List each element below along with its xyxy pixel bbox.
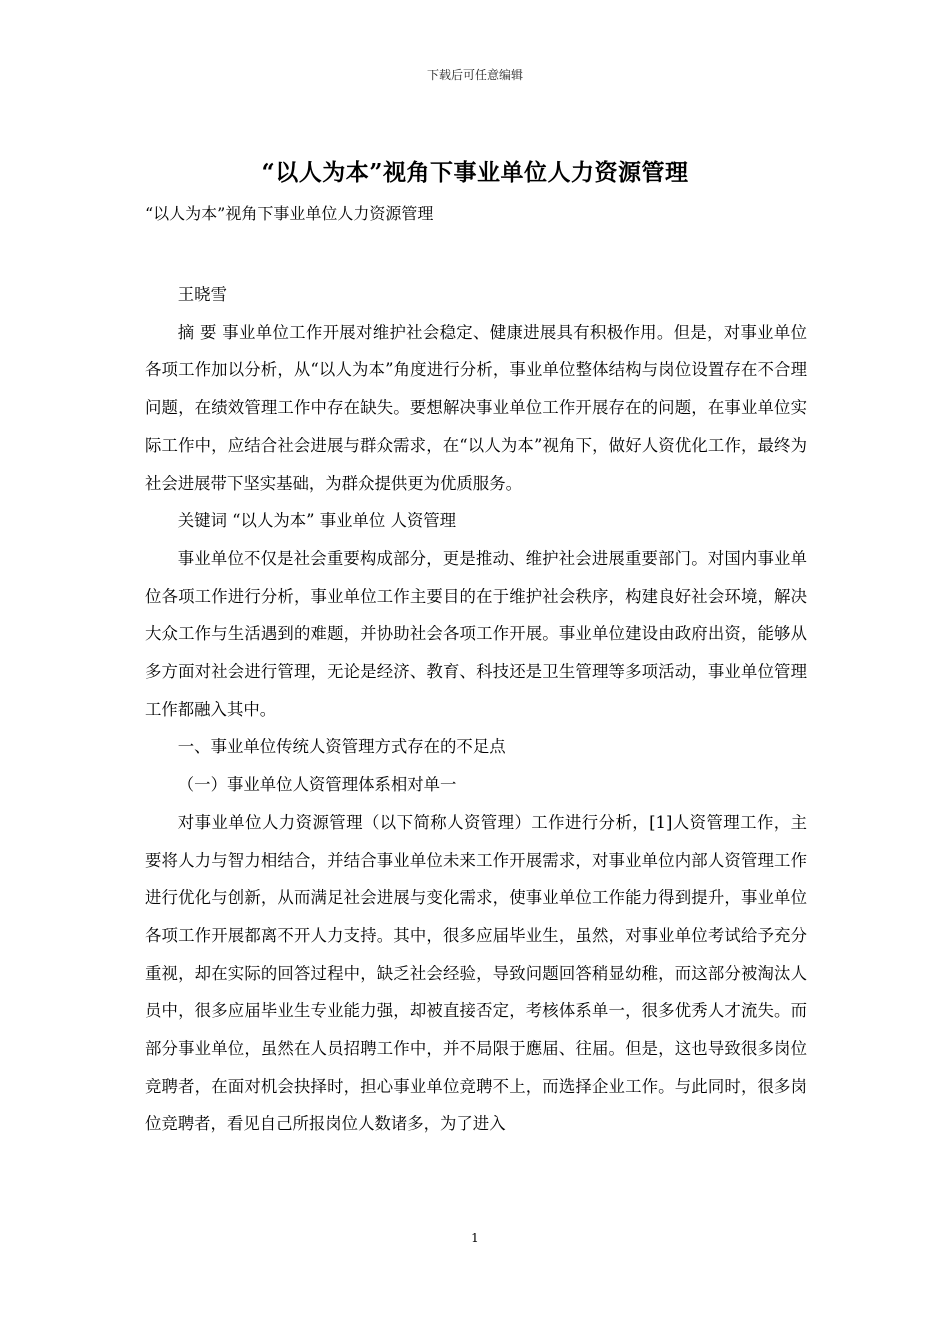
section-heading-1: 一、事业单位传统人资管理方式存在的不足点 bbox=[177, 737, 506, 757]
abstract-paragraph: 摘 要 事业单位工作开展对维护社会稳定、健康进展具有积极作用。但是，对事业单位各项工作加以分析，从“以人为本”角度进行分析，事业单位整体结构与岗位设置存在不合理问题，在绩效管理工作中存在缺失。要想解决事业单位工作开展存在的问题，在事业单位实际工作中，应结合社会进展与群众需求，在“以人为本”视角下，做好人资优化工作，最终为社会进展带下坚实基础，为群众提供更为优质服务。 bbox=[145, 322, 807, 493]
subsection-body-1-1: 对事业单位人力资源管理（以下简称人资管理）工作进行分析，[1]人资管理工作，主要将人力与智力相结合，并结合事业单位未来工作开展需求，对事业单位内部人资管理工作进行优化与创新，从而满足社会进展与变化需求，使事业单位工作能力得到提升，事业单位各项工作开展都离不开人力支持。其中，很多应届毕业生，虽然，对事业单位考试给予充分重视，却在实际的回答过程中，缺乏社会经验，导致问题回答稍显幼稚，而这部分被淘汰人员中，很多应届毕业生专业能力强，却被直接否定，考核体系单一，很多优秀人才流失。而部分事业单位，虽然在人员招聘工作中，并不局限于應届、往届。但是，这也导致很多岗位竞聘者，在面对机会抉择时，担心事业单位竞聘不上，而选择企业工作。与此同时，很多岗位竞聘者，看见自己所报岗位人数诸多，为了进入 bbox=[145, 812, 807, 1134]
page-number: 1 bbox=[471, 1231, 479, 1245]
subsection-heading-1-1: （一）事业单位人资管理体系相对单一 bbox=[177, 775, 457, 795]
document-subtitle: “以人为本”视角下事业单位人力资源管理 bbox=[145, 204, 434, 223]
author-name: 王晓雪 bbox=[177, 285, 227, 304]
intro-paragraph: 事业单位不仅是社会重要构成部分，更是推动、维护社会进展重要部门。对国内事业单位各项工作进行分析，事业单位工作主要目的在于维护社会秩序，构建良好社会环境，解决大众工作与生活遇到的难题，并协助社会各项工作开展。事业单位建设由政府出资，能够从多方面对社会进行管理，无论是经济、教育、科技还是卫生管理等多项活动，事业单位管理工作都融入其中。 bbox=[145, 548, 807, 719]
document-body bbox=[145, 276, 807, 1143]
header-note: 下载后可任意编辑 bbox=[426, 68, 523, 82]
keywords-line: 关键词 “以人为本” 事业单位 人资管理 bbox=[177, 511, 457, 531]
document-title: “以人为本”视角下事业单位人力资源管理 bbox=[261, 159, 689, 186]
